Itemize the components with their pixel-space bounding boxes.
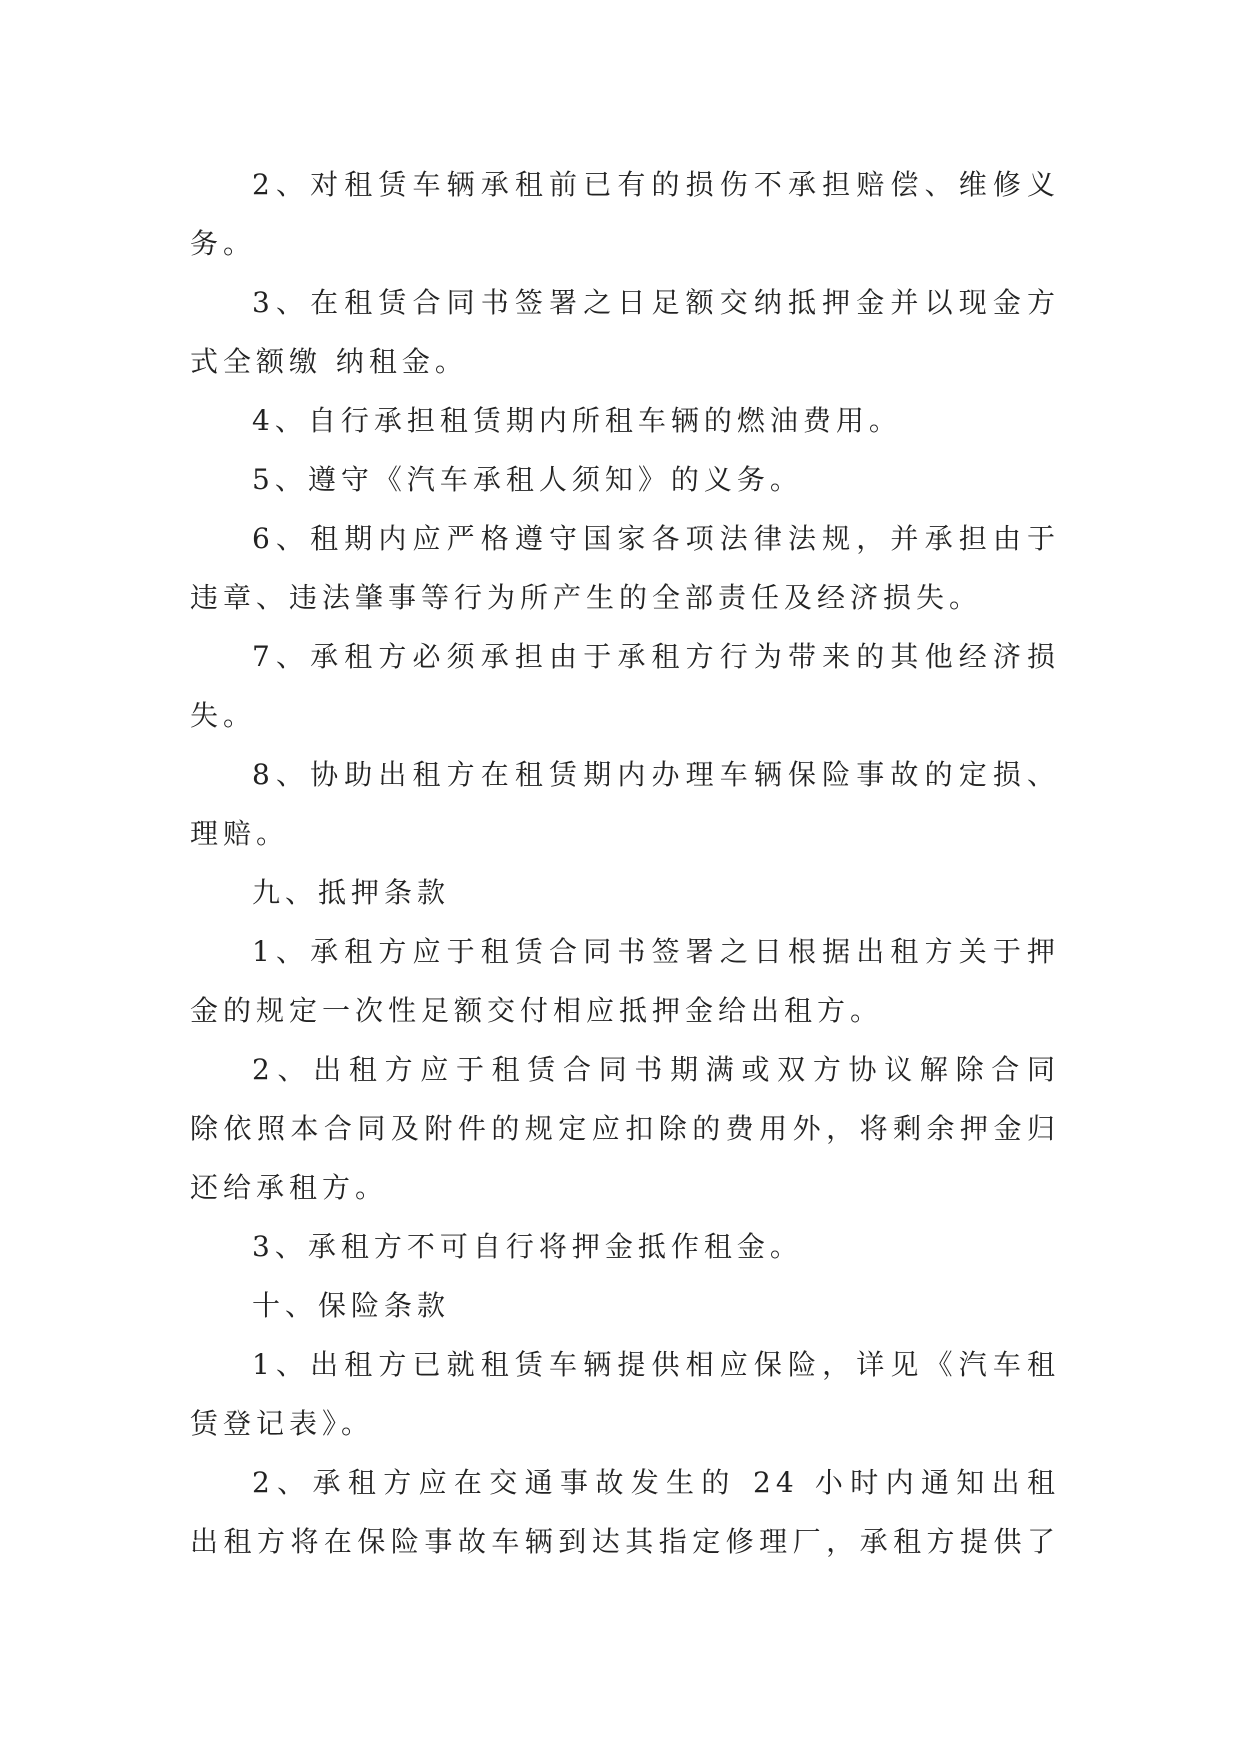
paragraph-line: 8、协助出租方在租赁期内办理车辆保险事故的定损、 [252,758,1060,791]
paragraph-line: 4、自行承担租赁期内所租车辆的燃油费用。 [252,404,902,437]
paragraph-line: 1、承租方应于租赁合同书签署之日根据出租方关于押 [252,935,1060,968]
paragraph-line: 7、承租方必须承担由于承租方行为带来的其他经济损 [252,640,1060,673]
paragraph-line: 2、对租赁车辆承租前已有的损伤不承担赔偿、维修义 [252,168,1060,201]
paragraph-line: 2、出租方应于租赁合同书期满或双方协议解除合同 [252,1053,1060,1086]
paragraph-line: 1、出租方已就租赁车辆提供相应保险，详见《汽车租 [252,1348,1060,1381]
paragraph-line: 式全额缴 纳租金。 [190,345,468,378]
paragraph-line: 赁登记表》。 [190,1407,375,1440]
section-heading: 十、保险条款 [252,1289,451,1322]
paragraph-line: 失。 [190,699,257,732]
paragraph-line: 理赔。 [190,817,290,850]
paragraph-line: 还给承租方。 [190,1171,389,1204]
paragraph-line: 除依照本合同及附件的规定应扣除的费用外，将剩余押金归 [190,1112,1060,1145]
paragraph-line: 6、租期内应严格遵守国家各项法律法规，并承担由于 [252,522,1060,555]
paragraph-line: 务。 [190,227,257,260]
paragraph-line: 2、承租方应在交通事故发生的 24 小时内通知出租 [252,1466,1060,1499]
document-page [190,155,1060,1571]
paragraph-line: 3、承租方不可自行将押金抵作租金。 [252,1230,803,1263]
section-heading: 九、抵押条款 [252,876,451,909]
paragraph-line: 出租方将在保险事故车辆到达其指定修理厂，承租方提供了 [190,1525,1060,1558]
paragraph-line: 违章、违法肇事等行为所产生的全部责任及经济损失。 [190,581,983,614]
paragraph-line: 金的规定一次性足额交付相应抵押金给出租方。 [190,994,884,1027]
paragraph-line: 5、遵守《汽车承租人须知》的义务。 [252,463,803,496]
paragraph-line: 3、在租赁合同书签署之日足额交纳抵押金并以现金方 [252,286,1060,319]
